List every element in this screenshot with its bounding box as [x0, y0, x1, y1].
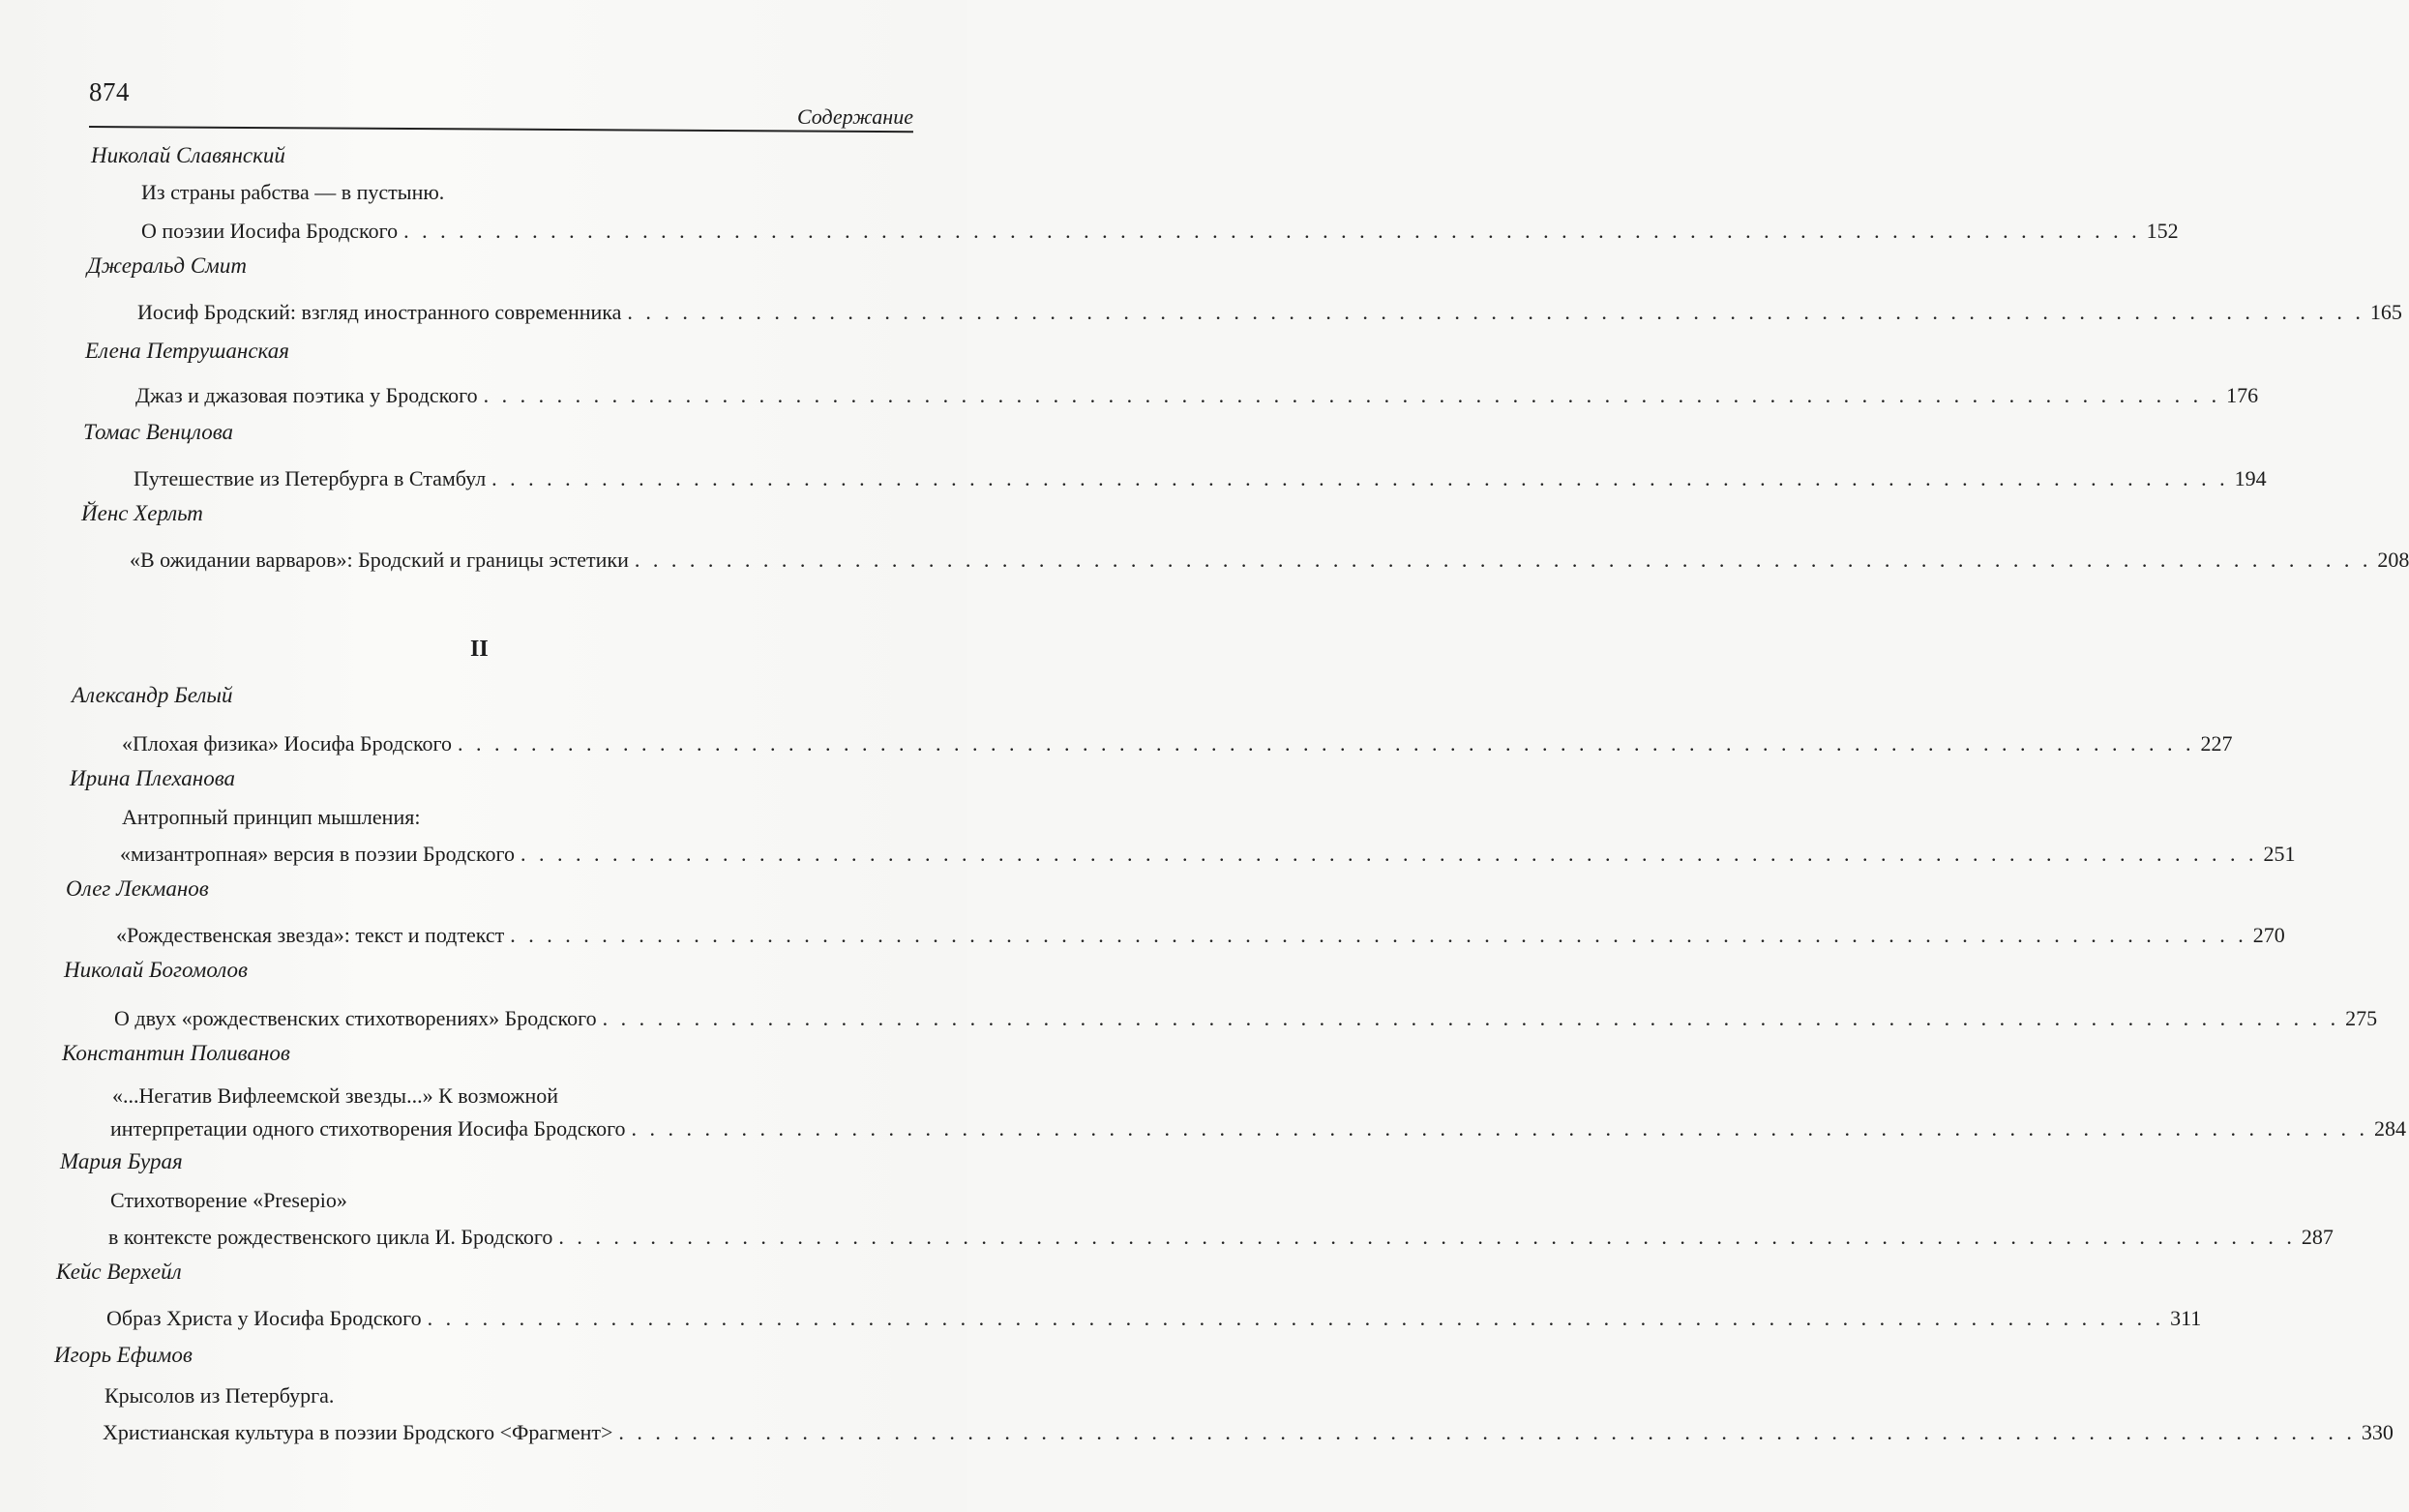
toc-author: Мария Бурая [60, 1149, 183, 1173]
running-title: Содержание [796, 104, 913, 129]
toc-page-number: 330 [2361, 1420, 2394, 1444]
toc-page-number: 284 [2374, 1116, 2407, 1141]
toc-author: Джеральд Смит [87, 253, 247, 278]
toc-title: Джаз и джазовая поэтика у Бродского [135, 383, 478, 407]
leader-dots: . . . . . . . . . . . . . . . . . . . . . . . . . . . . . . . . . . . . . . . . . . . . . . . . . . . . . . . . . . . . . . . . . . . . . . . . . . . . . . . . . . . . . . . . . . . . . . . [483, 383, 2221, 407]
leader-dots: . . . . . . . . . . . . . . . . . . . . . . . . . . . . . . . . . . . . . . . . . . . . . . . . . . . . . . . . . . . . . . . . . . . . . . . . . . . . . . . . . . . . . . . . . . . . . . . [631, 1116, 2369, 1141]
toc-title: Иосиф Бродский: взгляд иностранного современника [137, 300, 622, 324]
toc-page-number: 270 [2252, 923, 2285, 947]
toc-title: Христианская культура в поэзии Бродского <Фрагмент> [103, 1420, 613, 1444]
page-number: 874 [89, 77, 130, 106]
toc-entry [106, 1306, 2202, 1331]
toc-author: Константин Поливанов [62, 1041, 290, 1065]
toc-page-number: 287 [2301, 1225, 2334, 1249]
toc-page-number: 275 [2345, 1006, 2378, 1030]
toc-page-number: 208 [2377, 548, 2409, 572]
toc-author: Николай Славянский [91, 143, 285, 167]
toc-title-line: Антропный принцип мышления: [122, 805, 421, 829]
toc-entry [134, 466, 2267, 491]
toc-title: «Плохая физика» Иосифа Бродского [122, 731, 453, 756]
toc-title: Образ Христа у Иосифа Бродского [106, 1306, 422, 1330]
toc-page-number: 251 [2263, 842, 2296, 866]
toc-page-number: 194 [2234, 466, 2267, 490]
toc-author: Томас Венцлова [83, 420, 234, 444]
toc-author: Кейс Верхейл [56, 1260, 182, 1284]
toc-author: Елена Петрушанская [85, 339, 289, 363]
leader-dots: . . . . . . . . . . . . . . . . . . . . . . . . . . . . . . . . . . . . . . . . . . . . . . . . . . . . . . . . . . . . . . . . . . . . . . . . . . . . . . . . . . . . . . . . . . . . . . . [458, 731, 2195, 756]
toc-author: Ирина Плеханова [70, 766, 236, 790]
toc-title: «В ожидании варваров»: Бродский и границы эстетики [130, 548, 629, 572]
section-number: II [470, 637, 489, 662]
toc-title: Путешествие из Петербурга в Стамбул [134, 466, 487, 490]
toc-page-number: 176 [2226, 383, 2259, 407]
leader-dots: . . . . . . . . . . . . . . . . . . . . . . . . . . . . . . . . . . . . . . . . . . . . . . . . . . . . . . . . . . . . . . . . . . . . . . . . . . . . . . . . . . . . . . . . . . . . . . . [510, 923, 2247, 947]
toc-title: в контексте рождественского цикла И. Бродского [108, 1225, 553, 1249]
toc-title-line: Стихотворение «Presepio» [110, 1188, 347, 1212]
toc-author: Олег Лекманов [66, 876, 209, 901]
toc-author: Николай Богомолов [64, 958, 249, 982]
toc-title-line: Из страны рабства — в пустыню. [141, 180, 445, 204]
leader-dots: . . . . . . . . . . . . . . . . . . . . . . . . . . . . . . . . . . . . . . . . . . . . . . . . . . . . . . . . . . . . . . . . . . . . . . . . . . . . . . . . . . . . . . . . . . . . . . . [427, 1306, 2165, 1330]
toc-title: интерпретации одного стихотворения Иосифа Бродского [110, 1116, 626, 1141]
leader-dots: . . . . . . . . . . . . . . . . . . . . . . . . . . . . . . . . . . . . . . . . . . . . . . . . . . . . . . . . . . . . . . . . . . . . . . . . . . . . . . . . . . . . . . . . . . . . . . . [491, 466, 2229, 490]
leader-dots: . . . . . . . . . . . . . . . . . . . . . . . . . . . . . . . . . . . . . . . . . . . . . . . . . . . . . . . . . . . . . . . . . . . . . . . . . . . . . . . . . . . . . . . . . . . . . . . [634, 548, 2372, 572]
toc-entry [108, 1225, 2334, 1250]
toc-entry [135, 383, 2259, 408]
toc-title-line: Крысолов из Петербурга. [104, 1383, 335, 1408]
leader-dots: . . . . . . . . . . . . . . . . . . . . . . . . . . . . . . . . . . . . . . . . . . . . . . . . . . . . . . . . . . . . . . . . . . . . . . . . . . . . . . . . . . . . . . . . . . . . . . . [602, 1006, 2340, 1030]
toc-entry [120, 842, 2296, 867]
toc-page-number: 311 [2170, 1306, 2202, 1330]
toc-entry [110, 1116, 2407, 1141]
leader-dots: . . . . . . . . . . . . . . . . . . . . . . . . . . . . . . . . . . . . . . . . . . . . . . . . . . . . . . . . . . . . . . . . . . . . . . . . . . . . . . . . . . . . . . . . . . . . . . . [618, 1420, 2356, 1444]
toc-entry [103, 1420, 2394, 1445]
leader-dots: . . . . . . . . . . . . . . . . . . . . . . . . . . . . . . . . . . . . . . . . . . . . . . . . . . . . . . . . . . . . . . . . . . . . . . . . . . . . . . . . . . . . . . . . . . . . . . . [403, 219, 2141, 243]
toc-entry [122, 731, 2233, 756]
toc-entry [130, 548, 2409, 573]
toc-page-number: 152 [2146, 219, 2179, 243]
toc-page-number: 227 [2200, 731, 2233, 756]
toc-author: Александр Белый [72, 683, 233, 707]
toc-title-line: «...Негатив Вифлеемской звезды...» К возможной [112, 1083, 559, 1108]
leader-dots: . . . . . . . . . . . . . . . . . . . . . . . . . . . . . . . . . . . . . . . . . . . . . . . . . . . . . . . . . . . . . . . . . . . . . . . . . . . . . . . . . . . . . . . . . . . . . . . [558, 1225, 2296, 1249]
toc-title: О поэзии Иосифа Бродского [141, 219, 399, 243]
toc-entry [141, 219, 2179, 244]
toc-title: «мизантропная» версия в поэзии Бродского [120, 842, 516, 866]
leader-dots: . . . . . . . . . . . . . . . . . . . . . . . . . . . . . . . . . . . . . . . . . . . . . . . . . . . . . . . . . . . . . . . . . . . . . . . . . . . . . . . . . . . . . . . . . . . . . . . [627, 300, 2364, 324]
toc-entry [114, 1006, 2378, 1031]
toc-page-number: 165 [2369, 300, 2402, 324]
toc-title: «Рождественская звезда»: текст и подтекст [116, 923, 505, 947]
toc-author: Игорь Ефимов [54, 1343, 193, 1367]
leader-dots: . . . . . . . . . . . . . . . . . . . . . . . . . . . . . . . . . . . . . . . . . . . . . . . . . . . . . . . . . . . . . . . . . . . . . . . . . . . . . . . . . . . . . . . . . . . . . . . [520, 842, 2258, 866]
toc-entry [137, 300, 2402, 325]
toc-author: Йенс Херльт [81, 501, 203, 525]
toc-entry [116, 923, 2285, 948]
toc-title: О двух «рождественских стихотворениях» Бродского [114, 1006, 597, 1030]
